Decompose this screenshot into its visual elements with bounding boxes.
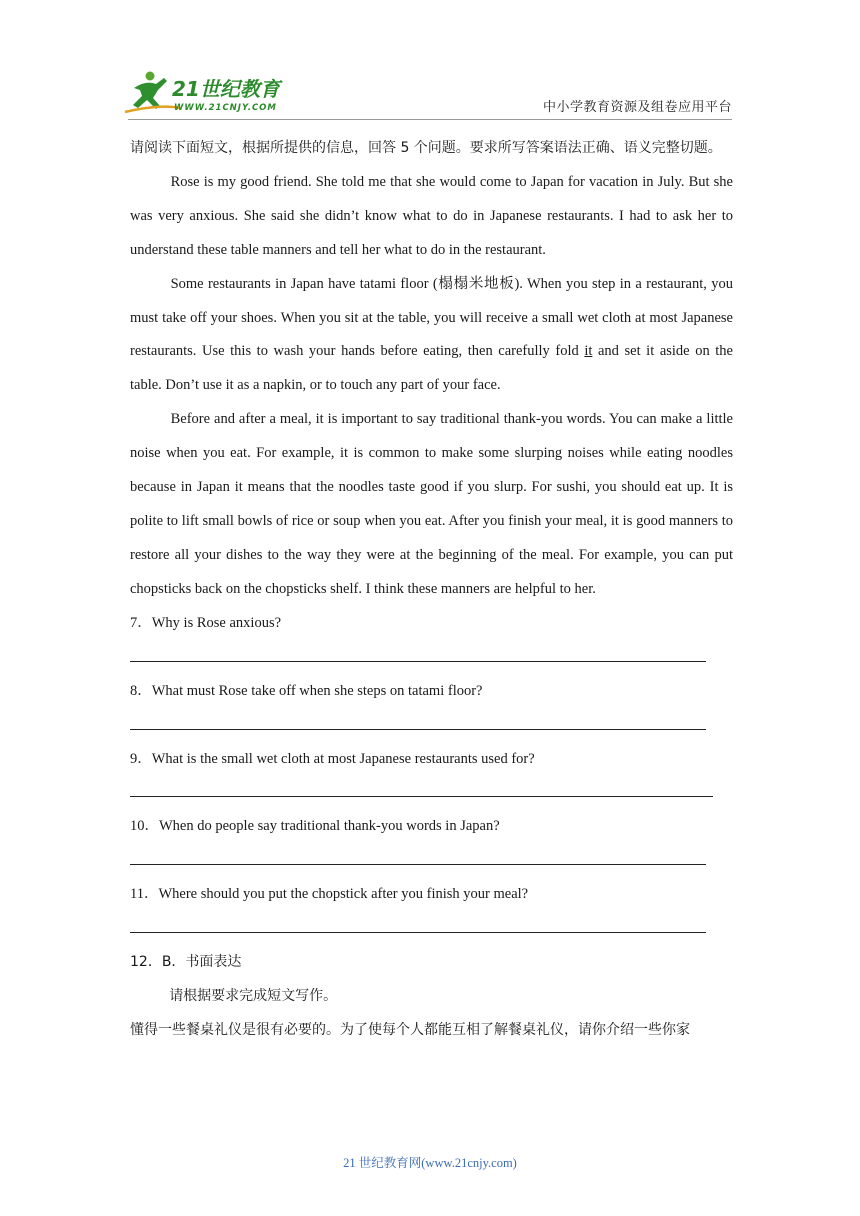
writing-task: 请根据要求完成短文写作。 [169,988,338,1005]
question-8: 8．What must Rose take off when she steps on tatami floor? [130,682,483,699]
passage-paragraph-2-part-b: and set it aside on the table. Don’t use it as a napkin, or to touch any part of your face. [130,343,733,394]
question-9: 9．What is the small wet cloth at most Japanese restaurants used for? [130,750,535,767]
svg-text:WWW.21CNJY.COM: WWW.21CNJY.COM [174,103,277,113]
section-b-title: 12．B．书面表达 [130,954,242,971]
underlined-word-it: it [584,343,593,360]
passage-paragraph-1: Rose is my good friend. She told me that she would come to Japan for vacation in July. But she was very anxious. She said she didn’t know what to do in Japanese restaurants. I had to ask her to understand these table manners and tell her what to do in the restaurant. [130,173,733,258]
question-11: 11．Where should you put the chopstick after you finish your meal? [130,886,529,903]
passage-paragraph-2-part-a: Some restaurants in Japan have tatami floor (榻榻米地板). When you step in a restaurant, you must take off your shoes. When you sit at the table, you will receive a small wet cloth at most Japanese restaurants. Use this to wash your hands before eating, then carefully fold [130,275,733,360]
passage-paragraph-3: Before and after a meal, it is important to say traditional thank-you words. You can make a little noise when you eat. For example, it is common to make some slurping noises while eating noodles because in Japan it means that the noodles taste good if you slurp. For sushi, you should eat up. It is polite to lift small bowls of rice or soup when you eat. After you finish your meal, it is good manners to restore all your dishes to the way they were at the beginning of the meal. For example, you can put chopsticks back on the chopsticks shelf. I think these manners are helpful to her. [130,411,733,597]
writing-prompt: 懂得一些餐桌礼仪是很有必要的。为了使每个人都能互相了解餐桌礼仪，请你介绍一些你家 [130,1022,690,1039]
header-divider [128,119,732,120]
svg-text:21世纪教育: 21世纪教育 [172,77,280,101]
answer-line-9[interactable] [130,776,733,810]
answer-line-10[interactable] [130,844,733,878]
answer-line-8[interactable] [130,709,733,743]
logo [120,68,290,116]
reading-instruction: 请阅读下面短文，根据所提供的信息，回答 5 个问题。要求所写答案语法正确、语义完整切题。 [130,140,722,156]
question-7: 7．Why is Rose anxious? [130,614,282,631]
passage-paragraph-2 [130,268,733,404]
question-10: 10．When do people say traditional thank-you words in Japan? [130,818,500,835]
answer-line-11[interactable] [130,912,733,946]
platform-title: 中小学教育资源及组卷应用平台 [542,100,732,115]
page-header [0,0,860,130]
answer-line-7[interactable] [130,641,733,675]
logo-graphic [120,68,290,116]
exam-content [130,132,733,1048]
page-footer: 21 世纪教育网(www.21cnjy.com) [343,1156,517,1170]
